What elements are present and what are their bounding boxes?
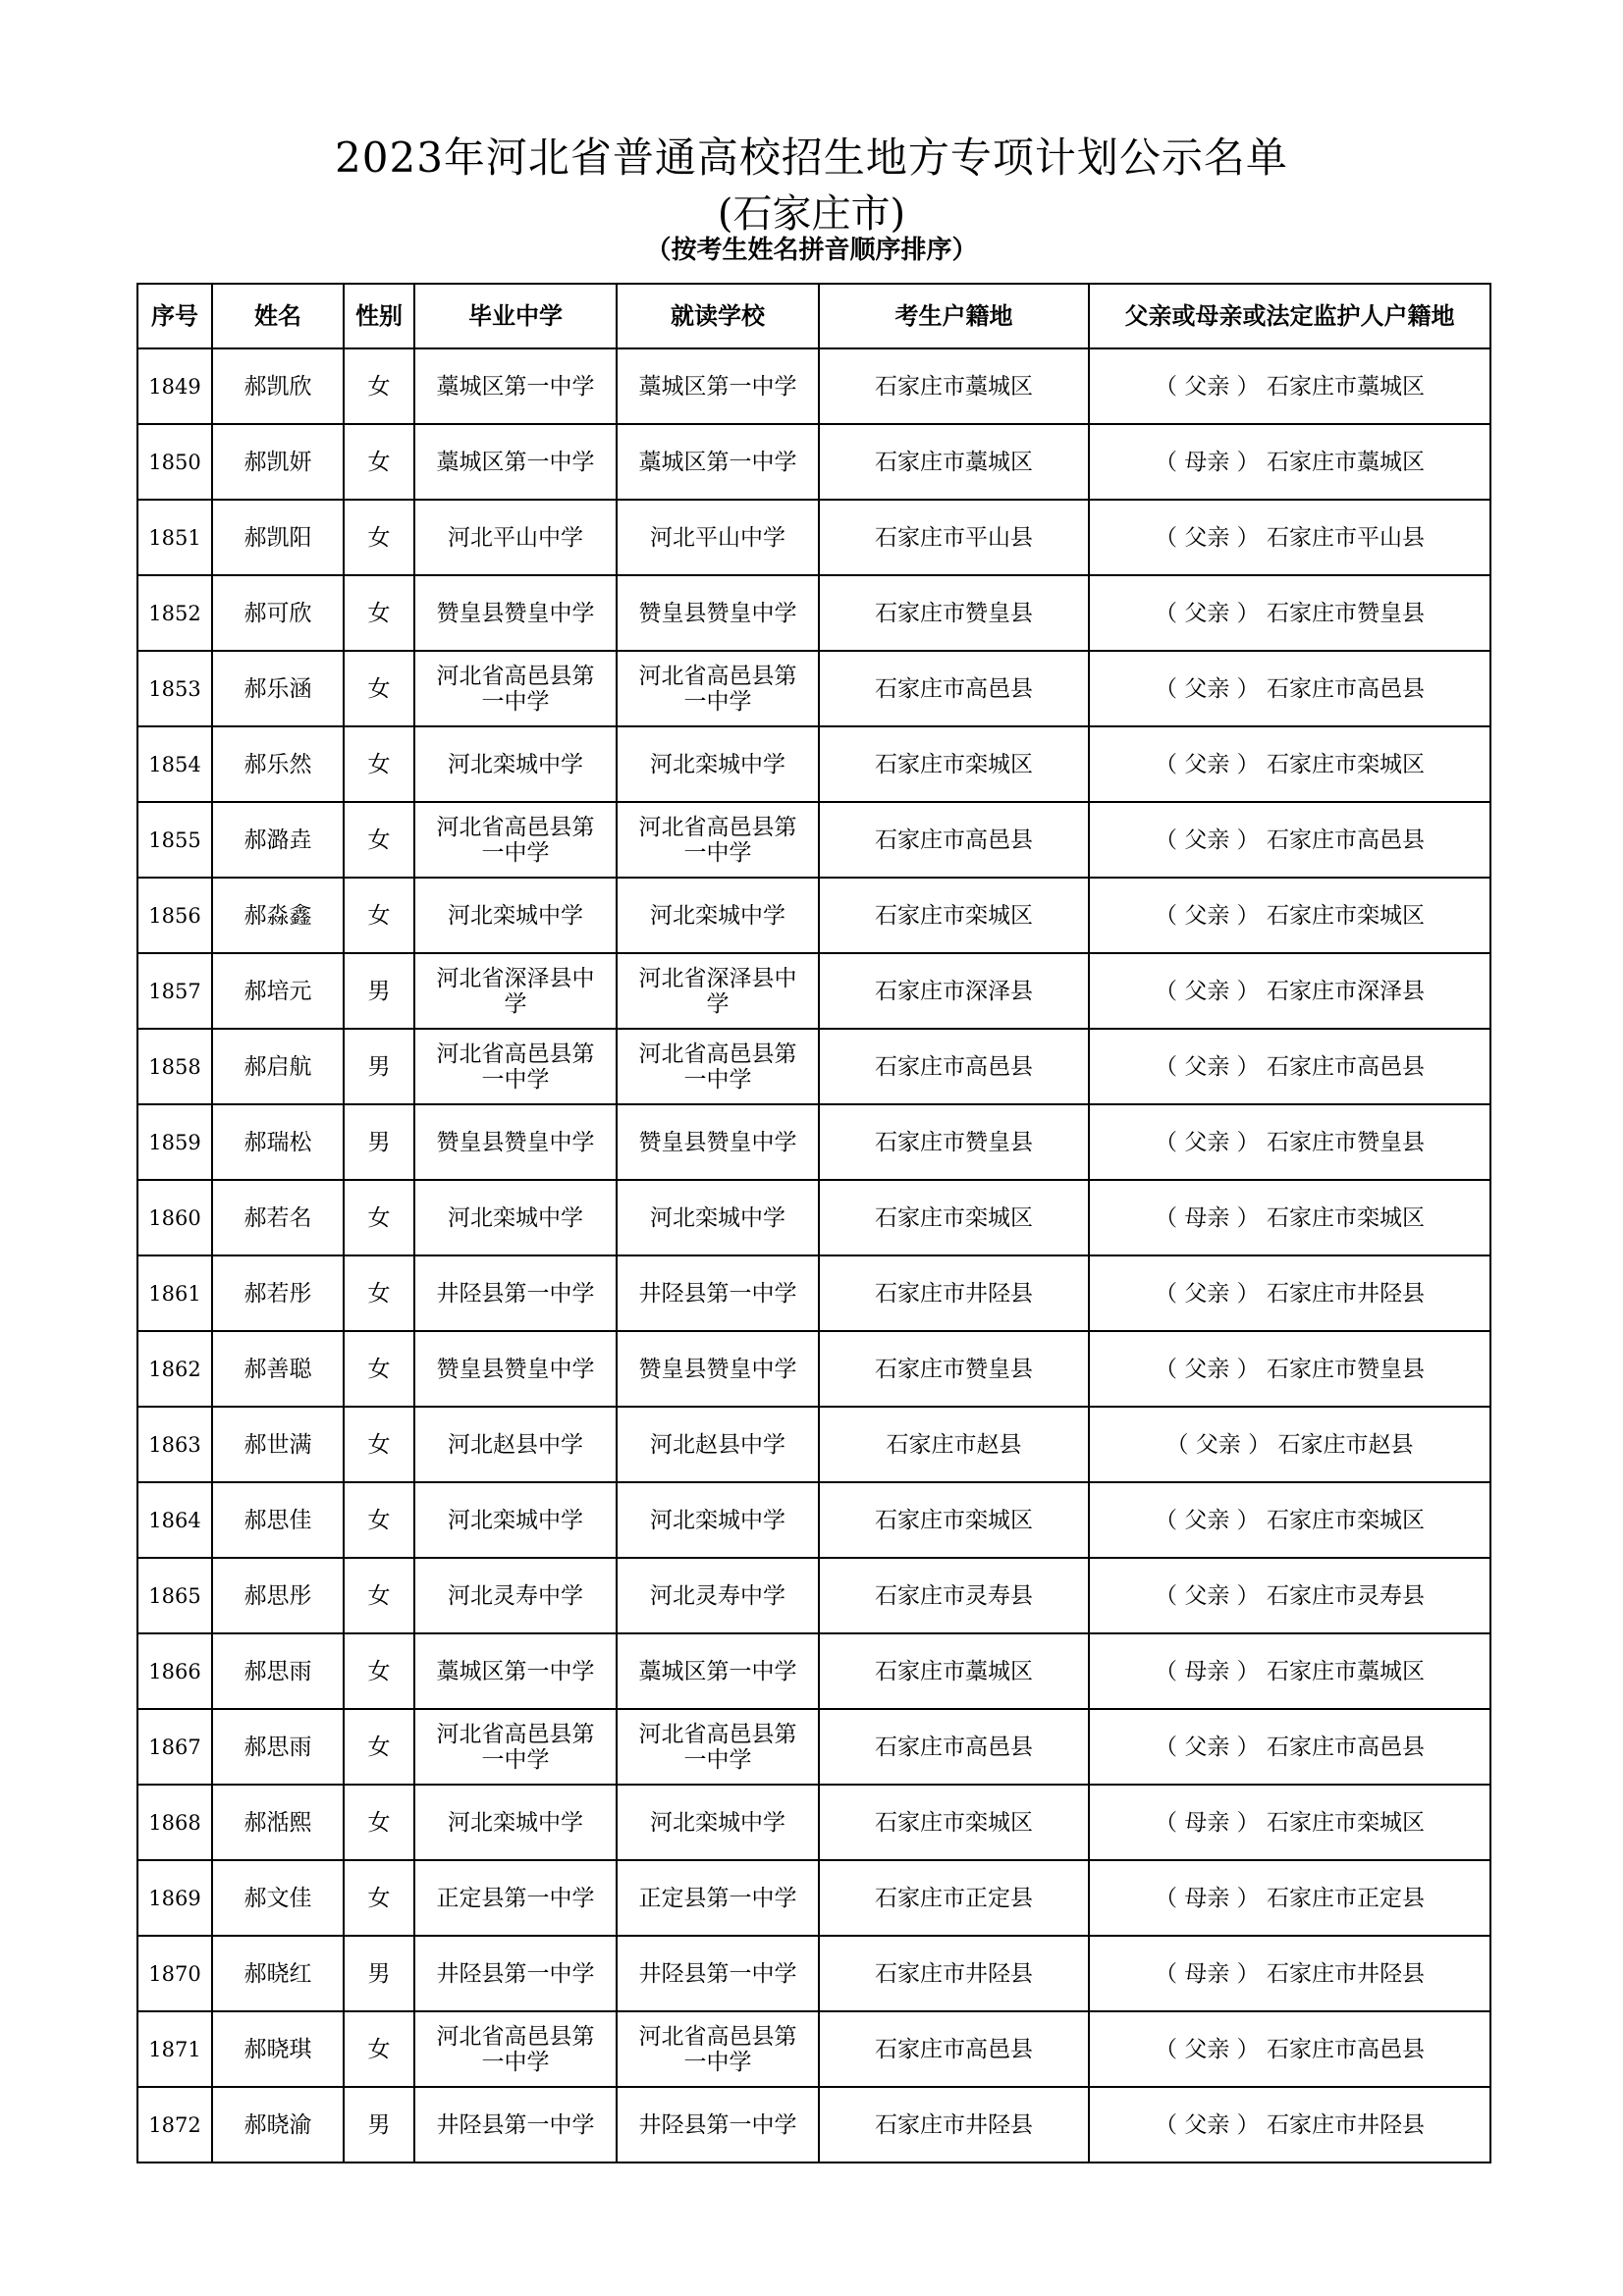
cell-name: 郝若名 [212, 1180, 344, 1255]
cell-no: 1860 [137, 1180, 212, 1255]
cell-hukou: 石家庄市正定县 [819, 1860, 1089, 1936]
cell-name: 郝乐然 [212, 726, 344, 802]
cell-parent-hukou: （ 母亲 ） 石家庄市井陉县 [1089, 1936, 1490, 2011]
cell-current-school: 河北栾城中学 [617, 1785, 819, 1860]
cell-graduation-school: 正定县第一中学 [414, 1860, 617, 1936]
cell-hukou: 石家庄市赞皇县 [819, 1331, 1089, 1407]
table-body [137, 348, 1490, 2163]
cell-no: 1871 [137, 2011, 212, 2087]
cell-no: 1865 [137, 1558, 212, 1633]
cell-no: 1861 [137, 1255, 212, 1331]
cell-current-school: 河北省高邑县第 一中学 [617, 2011, 819, 2087]
cell-graduation-school: 河北栾城中学 [414, 1180, 617, 1255]
cell-parent-hukou: （ 父亲 ） 石家庄市井陉县 [1089, 2087, 1490, 2163]
cell-parent-hukou: （ 父亲 ） 石家庄市赞皇县 [1089, 1104, 1490, 1180]
cell-sex: 女 [344, 1331, 414, 1407]
cell-graduation-school: 赞皇县赞皇中学 [414, 1104, 617, 1180]
cell-sex: 女 [344, 1407, 414, 1482]
table-row [137, 651, 1490, 726]
cell-sex: 女 [344, 500, 414, 575]
cell-name: 郝晓渝 [212, 2087, 344, 2163]
col-header-sex: 性别 [344, 284, 414, 348]
cell-no: 1857 [137, 953, 212, 1029]
cell-graduation-school: 藁城区第一中学 [414, 348, 617, 424]
cell-parent-hukou: （ 父亲 ） 石家庄市赞皇县 [1089, 1331, 1490, 1407]
cell-name: 郝若彤 [212, 1255, 344, 1331]
cell-graduation-school: 赞皇县赞皇中学 [414, 1331, 617, 1407]
cell-name: 郝思雨 [212, 1709, 344, 1785]
cell-hukou: 石家庄市高邑县 [819, 802, 1089, 878]
cell-graduation-school: 井陉县第一中学 [414, 1255, 617, 1331]
cell-hukou: 石家庄市栾城区 [819, 726, 1089, 802]
cell-name: 郝淼鑫 [212, 878, 344, 953]
cell-name: 郝思彤 [212, 1558, 344, 1633]
cell-no: 1872 [137, 2087, 212, 2163]
cell-sex: 女 [344, 878, 414, 953]
col-header-graduation-school: 毕业中学 [414, 284, 617, 348]
cell-name: 郝启航 [212, 1029, 344, 1104]
cell-current-school: 井陉县第一中学 [617, 1255, 819, 1331]
cell-current-school: 赞皇县赞皇中学 [617, 1331, 819, 1407]
cell-graduation-school: 河北平山中学 [414, 500, 617, 575]
cell-graduation-school: 河北省高邑县第 一中学 [414, 802, 617, 878]
cell-graduation-school: 河北省深泽县中 学 [414, 953, 617, 1029]
cell-parent-hukou: （ 父亲 ） 石家庄市栾城区 [1089, 1482, 1490, 1558]
table-row [137, 1331, 1490, 1407]
cell-name: 郝晓红 [212, 1936, 344, 2011]
cell-parent-hukou: （ 母亲 ） 石家庄市栾城区 [1089, 1180, 1490, 1255]
cell-hukou: 石家庄市赞皇县 [819, 1104, 1089, 1180]
table-row [137, 1558, 1490, 1633]
cell-name: 郝晓琪 [212, 2011, 344, 2087]
cell-current-school: 河北灵寿中学 [617, 1558, 819, 1633]
cell-current-school: 正定县第一中学 [617, 1860, 819, 1936]
cell-sex: 女 [344, 726, 414, 802]
table-header-row [137, 284, 1490, 348]
cell-graduation-school: 河北栾城中学 [414, 878, 617, 953]
cell-graduation-school: 河北省高邑县第 一中学 [414, 651, 617, 726]
cell-hukou: 石家庄市栾城区 [819, 1482, 1089, 1558]
cell-no: 1855 [137, 802, 212, 878]
cell-sex: 男 [344, 953, 414, 1029]
sort-note: （按考生姓名拼音顺序排序） [645, 236, 978, 265]
cell-parent-hukou: （ 母亲 ） 石家庄市藁城区 [1089, 424, 1490, 500]
table-row [137, 802, 1490, 878]
cell-name: 郝湉熙 [212, 1785, 344, 1860]
cell-name: 郝潞垚 [212, 802, 344, 878]
cell-name: 郝世满 [212, 1407, 344, 1482]
cell-hukou: 石家庄市栾城区 [819, 1785, 1089, 1860]
cell-sex: 男 [344, 1936, 414, 2011]
cell-current-school: 河北省高邑县第 一中学 [617, 651, 819, 726]
cell-hukou: 石家庄市平山县 [819, 500, 1089, 575]
cell-sex: 女 [344, 1180, 414, 1255]
cell-graduation-school: 藁城区第一中学 [414, 424, 617, 500]
cell-graduation-school: 河北省高邑县第 一中学 [414, 2011, 617, 2087]
cell-graduation-school: 河北栾城中学 [414, 1785, 617, 1860]
cell-parent-hukou: （ 母亲 ） 石家庄市藁城区 [1089, 1633, 1490, 1709]
cell-sex: 女 [344, 348, 414, 424]
cell-hukou: 石家庄市井陉县 [819, 1936, 1089, 2011]
col-header-current-school: 就读学校 [617, 284, 819, 348]
cell-hukou: 石家庄市藁城区 [819, 424, 1089, 500]
cell-parent-hukou: （ 父亲 ） 石家庄市深泽县 [1089, 953, 1490, 1029]
cell-parent-hukou: （ 父亲 ） 石家庄市高邑县 [1089, 2011, 1490, 2087]
cell-parent-hukou: （ 父亲 ） 石家庄市高邑县 [1089, 1029, 1490, 1104]
table-row [137, 1936, 1490, 2011]
cell-sex: 女 [344, 1633, 414, 1709]
cell-parent-hukou: （ 父亲 ） 石家庄市藁城区 [1089, 348, 1490, 424]
cell-graduation-school: 井陉县第一中学 [414, 1936, 617, 2011]
cell-no: 1856 [137, 878, 212, 953]
cell-hukou: 石家庄市高邑县 [819, 1029, 1089, 1104]
cell-current-school: 井陉县第一中学 [617, 1936, 819, 2011]
cell-graduation-school: 赞皇县赞皇中学 [414, 575, 617, 651]
cell-name: 郝善聪 [212, 1331, 344, 1407]
cell-parent-hukou: （ 父亲 ） 石家庄市高邑县 [1089, 651, 1490, 726]
cell-parent-hukou: （ 母亲 ） 石家庄市栾城区 [1089, 1785, 1490, 1860]
table-row [137, 1029, 1490, 1104]
cell-sex: 女 [344, 1558, 414, 1633]
candidate-table [136, 283, 1491, 2163]
cell-sex: 女 [344, 1482, 414, 1558]
cell-name: 郝乐涵 [212, 651, 344, 726]
cell-no: 1866 [137, 1633, 212, 1709]
cell-parent-hukou: （ 父亲 ） 石家庄市栾城区 [1089, 878, 1490, 953]
cell-graduation-school: 河北栾城中学 [414, 1482, 617, 1558]
cell-parent-hukou: （ 父亲 ） 石家庄市灵寿县 [1089, 1558, 1490, 1633]
table-row [137, 348, 1490, 424]
cell-hukou: 石家庄市高邑县 [819, 1709, 1089, 1785]
cell-no: 1864 [137, 1482, 212, 1558]
cell-current-school: 井陉县第一中学 [617, 2087, 819, 2163]
cell-no: 1853 [137, 651, 212, 726]
table-row [137, 2087, 1490, 2163]
cell-no: 1863 [137, 1407, 212, 1482]
cell-current-school: 河北栾城中学 [617, 726, 819, 802]
table-row [137, 726, 1490, 802]
cell-sex: 女 [344, 1709, 414, 1785]
cell-parent-hukou: （ 父亲 ） 石家庄市高邑县 [1089, 1709, 1490, 1785]
table-row [137, 2011, 1490, 2087]
cell-no: 1869 [137, 1860, 212, 1936]
cell-current-school: 赞皇县赞皇中学 [617, 1104, 819, 1180]
cell-graduation-school: 河北栾城中学 [414, 726, 617, 802]
table-row [137, 1633, 1490, 1709]
cell-name: 郝培元 [212, 953, 344, 1029]
cell-sex: 女 [344, 802, 414, 878]
cell-no: 1849 [137, 348, 212, 424]
cell-no: 1870 [137, 1936, 212, 2011]
cell-hukou: 石家庄市灵寿县 [819, 1558, 1089, 1633]
cell-current-school: 河北赵县中学 [617, 1407, 819, 1482]
table-row [137, 1180, 1490, 1255]
cell-hukou: 石家庄市藁城区 [819, 348, 1089, 424]
cell-parent-hukou: （ 父亲 ） 石家庄市高邑县 [1089, 802, 1490, 878]
cell-name: 郝文佳 [212, 1860, 344, 1936]
cell-sex: 男 [344, 2087, 414, 2163]
cell-no: 1852 [137, 575, 212, 651]
table-row [137, 1709, 1490, 1785]
cell-sex: 女 [344, 424, 414, 500]
cell-hukou: 石家庄市井陉县 [819, 2087, 1089, 2163]
cell-name: 郝思佳 [212, 1482, 344, 1558]
cell-sex: 女 [344, 651, 414, 726]
cell-current-school: 藁城区第一中学 [617, 1633, 819, 1709]
table-row [137, 878, 1490, 953]
cell-sex: 女 [344, 2011, 414, 2087]
cell-current-school: 赞皇县赞皇中学 [617, 575, 819, 651]
cell-sex: 男 [344, 1104, 414, 1180]
cell-name: 郝瑞松 [212, 1104, 344, 1180]
cell-sex: 女 [344, 1860, 414, 1936]
cell-name: 郝凯阳 [212, 500, 344, 575]
cell-hukou: 石家庄市赵县 [819, 1407, 1089, 1482]
cell-hukou: 石家庄市藁城区 [819, 1633, 1089, 1709]
cell-parent-hukou: （ 父亲 ） 石家庄市井陉县 [1089, 1255, 1490, 1331]
table-row [137, 424, 1490, 500]
cell-parent-hukou: （ 父亲 ） 石家庄市平山县 [1089, 500, 1490, 575]
cell-no: 1858 [137, 1029, 212, 1104]
cell-graduation-school: 河北省高邑县第 一中学 [414, 1029, 617, 1104]
cell-name: 郝凯妍 [212, 424, 344, 500]
table-row [137, 1482, 1490, 1558]
cell-current-school: 河北省高邑县第 一中学 [617, 1029, 819, 1104]
cell-current-school: 藁城区第一中学 [617, 424, 819, 500]
cell-sex: 女 [344, 1255, 414, 1331]
cell-current-school: 藁城区第一中学 [617, 348, 819, 424]
cell-name: 郝可欣 [212, 575, 344, 651]
cell-hukou: 石家庄市高邑县 [819, 2011, 1089, 2087]
cell-no: 1850 [137, 424, 212, 500]
table-row [137, 575, 1490, 651]
col-header-name: 姓名 [212, 284, 344, 348]
cell-current-school: 河北栾城中学 [617, 1180, 819, 1255]
cell-no: 1867 [137, 1709, 212, 1785]
cell-parent-hukou: （ 母亲 ） 石家庄市正定县 [1089, 1860, 1490, 1936]
col-header-no: 序号 [137, 284, 212, 348]
table-row [137, 953, 1490, 1029]
cell-hukou: 石家庄市赞皇县 [819, 575, 1089, 651]
cell-graduation-school: 河北灵寿中学 [414, 1558, 617, 1633]
cell-no: 1868 [137, 1785, 212, 1860]
cell-current-school: 河北平山中学 [617, 500, 819, 575]
cell-no: 1862 [137, 1331, 212, 1407]
table-row [137, 1104, 1490, 1180]
cell-current-school: 河北省高邑县第 一中学 [617, 1709, 819, 1785]
table-row [137, 1785, 1490, 1860]
col-header-hukou: 考生户籍地 [819, 284, 1089, 348]
cell-hukou: 石家庄市栾城区 [819, 878, 1089, 953]
cell-name: 郝凯欣 [212, 348, 344, 424]
cell-current-school: 河北栾城中学 [617, 1482, 819, 1558]
cell-hukou: 石家庄市栾城区 [819, 1180, 1089, 1255]
table-row [137, 1255, 1490, 1331]
cell-current-school: 河北省高邑县第 一中学 [617, 802, 819, 878]
cell-no: 1859 [137, 1104, 212, 1180]
cell-parent-hukou: （ 父亲 ） 石家庄市赞皇县 [1089, 575, 1490, 651]
table-row [137, 500, 1490, 575]
cell-parent-hukou: （ 父亲 ） 石家庄市栾城区 [1089, 726, 1490, 802]
cell-no: 1854 [137, 726, 212, 802]
cell-graduation-school: 河北赵县中学 [414, 1407, 617, 1482]
cell-sex: 女 [344, 575, 414, 651]
col-header-parent-hukou: 父亲或母亲或法定监护人户籍地 [1089, 284, 1490, 348]
cell-current-school: 河北省深泽县中 学 [617, 953, 819, 1029]
table-row [137, 1407, 1490, 1482]
cell-current-school: 河北栾城中学 [617, 878, 819, 953]
page-subtitle: (石家庄市) [717, 191, 906, 237]
page-title: 2023年河北省普通高校招生地方专项计划公示名单 [335, 133, 1288, 182]
cell-parent-hukou: （ 父亲 ） 石家庄市赵县 [1089, 1407, 1490, 1482]
cell-graduation-school: 井陉县第一中学 [414, 2087, 617, 2163]
cell-hukou: 石家庄市井陉县 [819, 1255, 1089, 1331]
cell-graduation-school: 藁城区第一中学 [414, 1633, 617, 1709]
cell-sex: 女 [344, 1785, 414, 1860]
cell-graduation-school: 河北省高邑县第 一中学 [414, 1709, 617, 1785]
cell-hukou: 石家庄市深泽县 [819, 953, 1089, 1029]
table-row [137, 1860, 1490, 1936]
cell-hukou: 石家庄市高邑县 [819, 651, 1089, 726]
cell-name: 郝思雨 [212, 1633, 344, 1709]
cell-sex: 男 [344, 1029, 414, 1104]
cell-no: 1851 [137, 500, 212, 575]
